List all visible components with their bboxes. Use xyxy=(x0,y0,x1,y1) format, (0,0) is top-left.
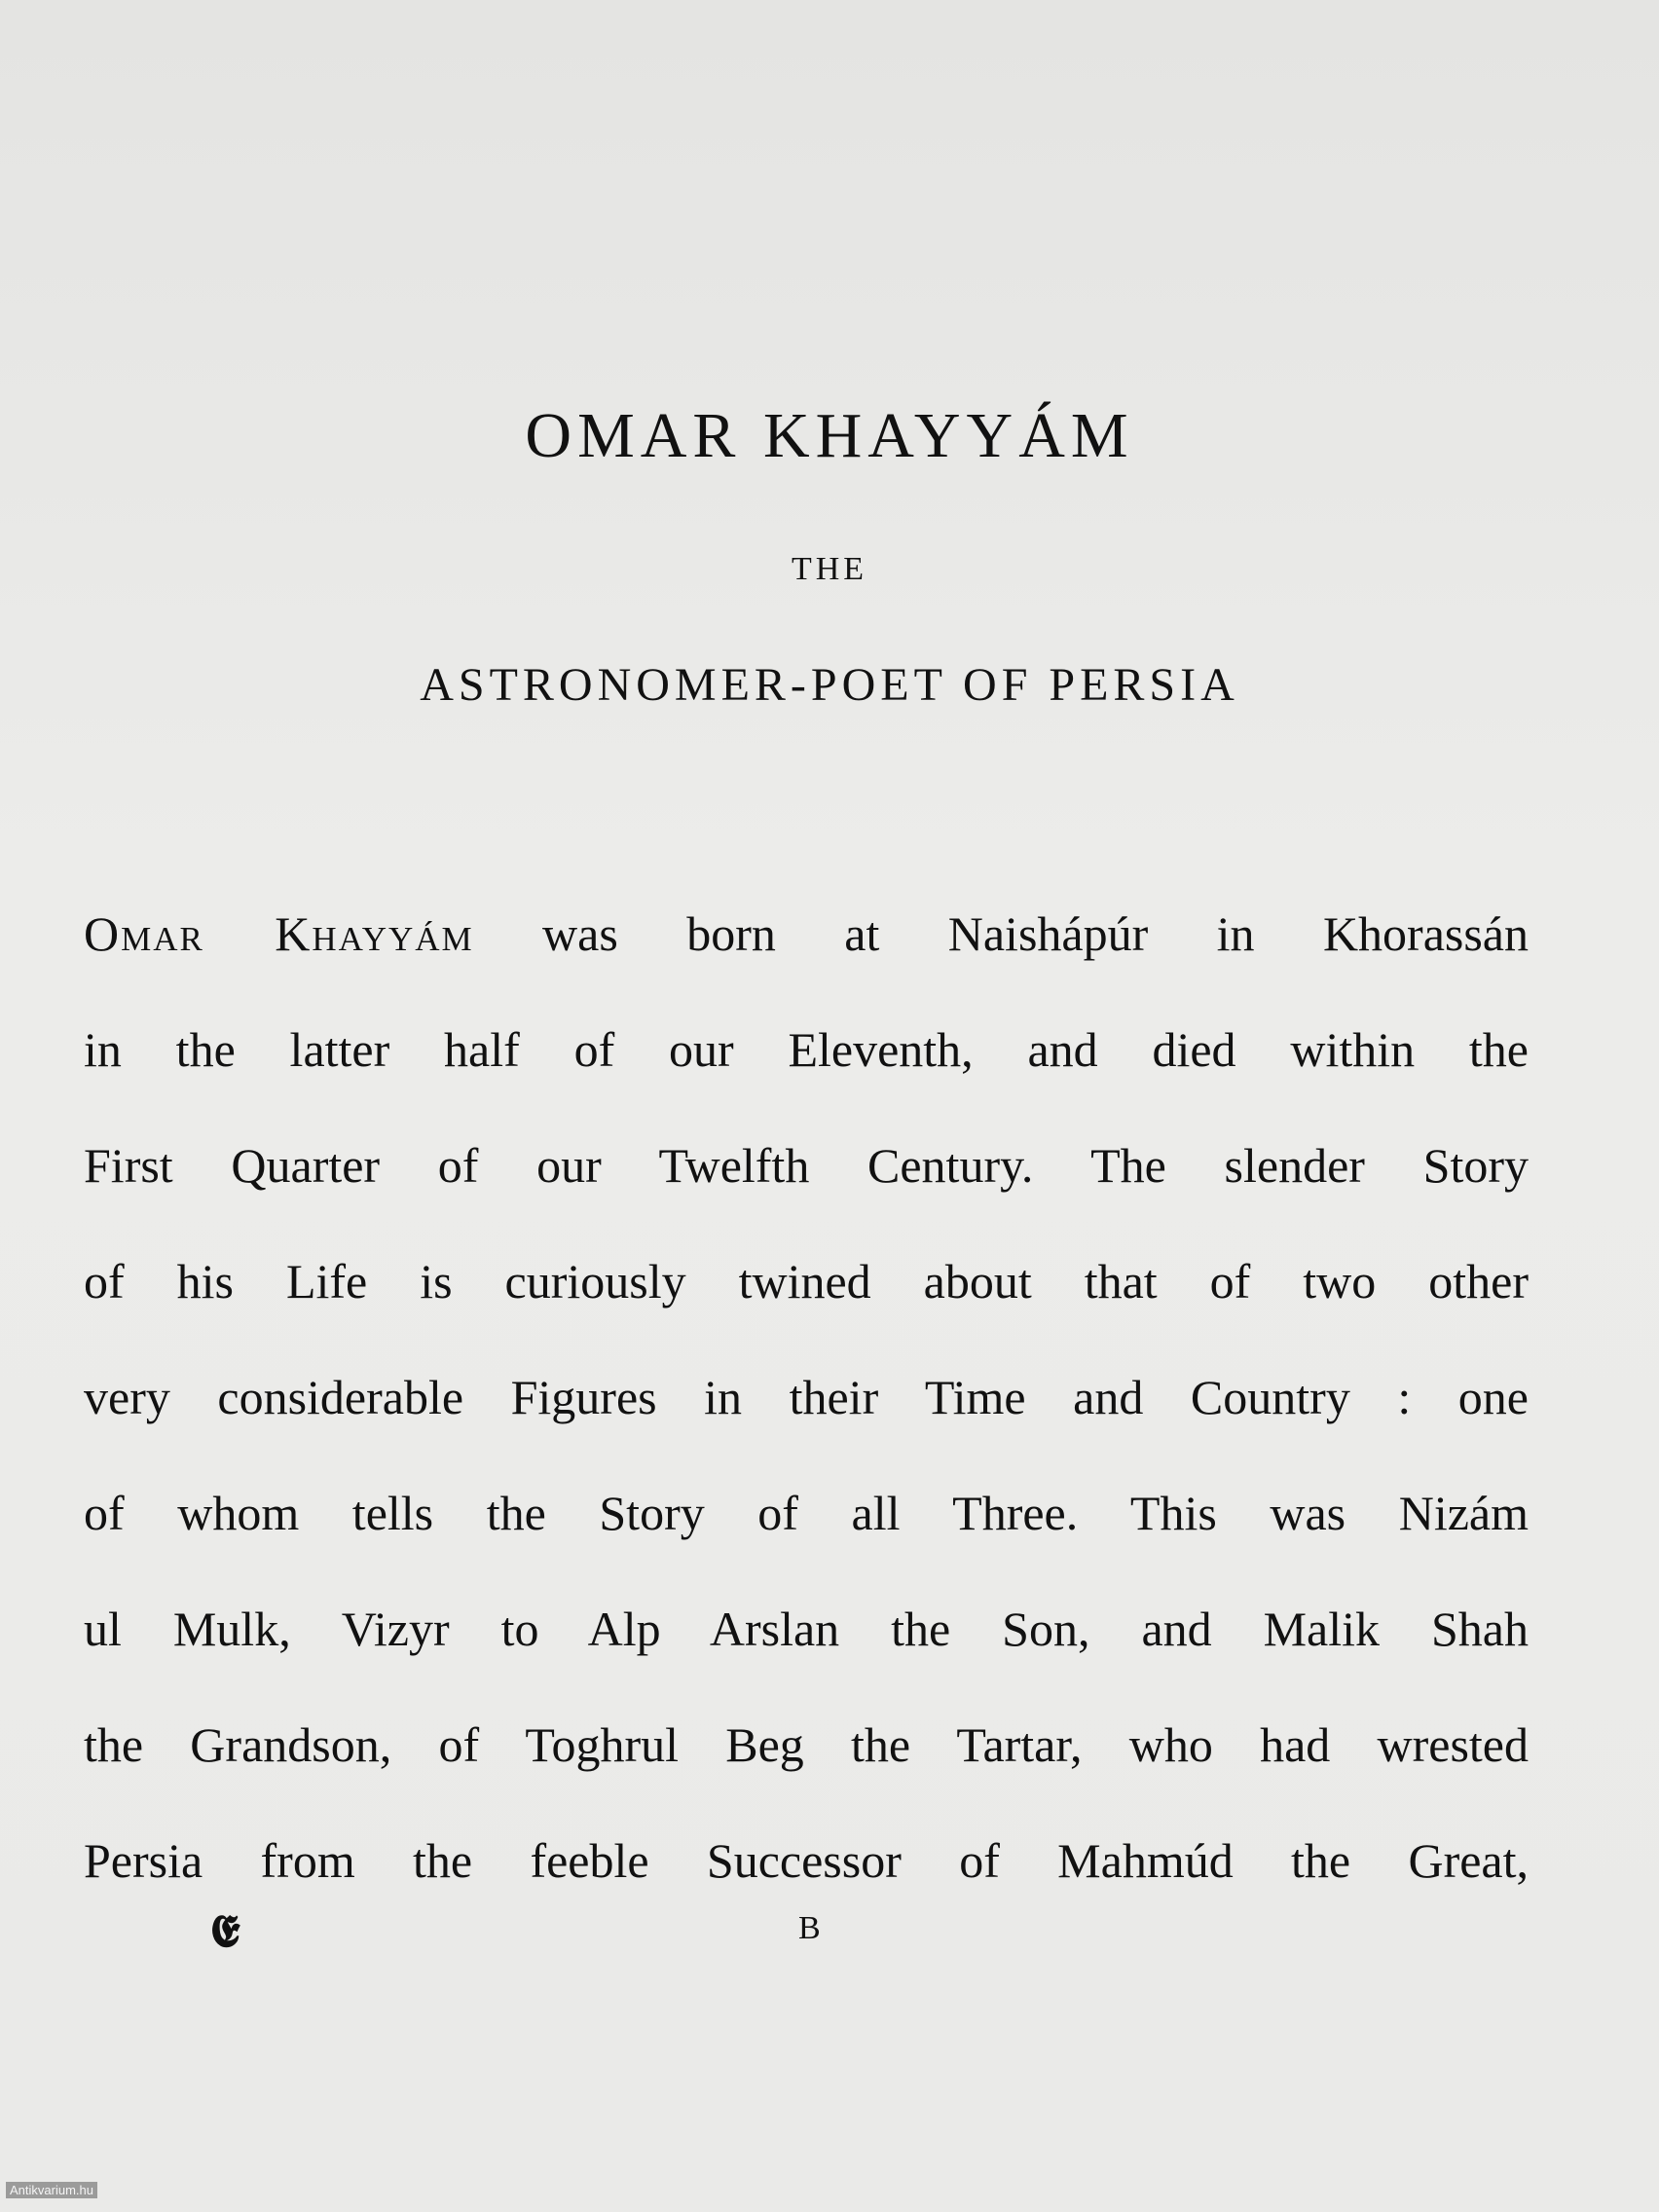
watermark: Antikvarium.hu xyxy=(6,2182,97,2198)
text-line-8: the Grandson, of Toghrul Beg the Tartar, who had wrested xyxy=(84,1717,1529,1772)
subtitle-astronomer-poet: ASTRONOMER-POET OF PERSIA xyxy=(420,659,1239,711)
chapter-title: OMAR KHAYYÁM xyxy=(525,400,1134,471)
body-paragraph xyxy=(84,876,1529,1919)
text-line-4: of his Life is curiously twined about that of two other xyxy=(84,1254,1529,1309)
lead-name-smallcaps: Omar Khayyám xyxy=(84,906,474,961)
text-line-1 xyxy=(84,876,1529,992)
blackletter-ornament: 𝕰 xyxy=(210,1904,240,1957)
text-line-2: in the latter half of our Eleventh, and died within the xyxy=(84,1022,1529,1077)
text-line-5: very considerable Figures in their Time and Country : one xyxy=(84,1370,1529,1424)
text-line-6: of whom tells the Story of all Three. This was Nizám xyxy=(84,1486,1529,1540)
subtitle-the: THE xyxy=(791,551,868,587)
signature-mark: B xyxy=(798,1910,823,1946)
text-line-3: First Quarter of our Twelfth Century. The slender Story xyxy=(84,1138,1529,1193)
text-line-1-rest: was born at Naishápúr in Khorassán xyxy=(473,906,1530,961)
text-line-7: ul Mulk, Vizyr to Alp Arslan the Son, and Malik Shah xyxy=(84,1602,1529,1656)
text-line-9: Persia from the feeble Successor of Mahmúd the Great, xyxy=(84,1833,1529,1888)
